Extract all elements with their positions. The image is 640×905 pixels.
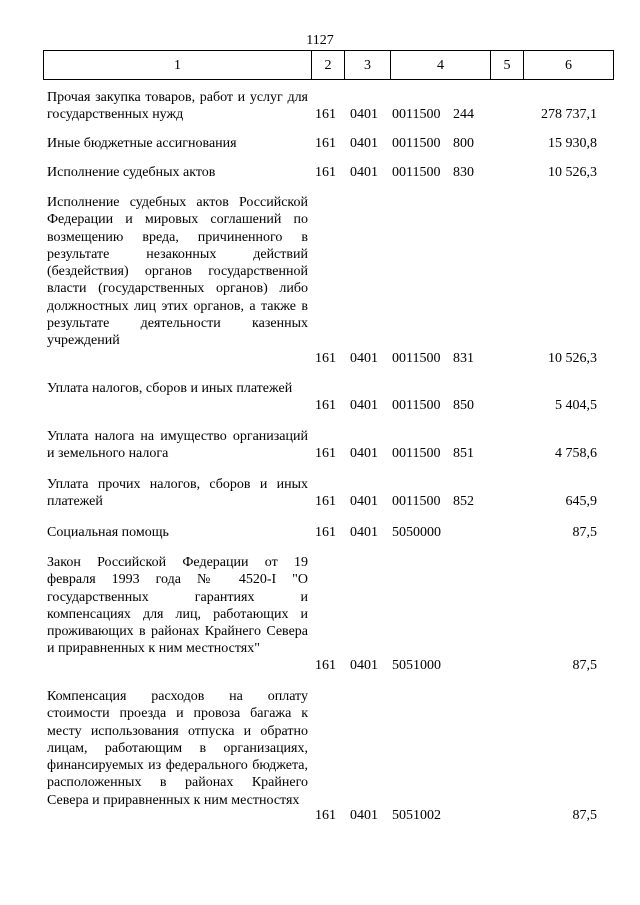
row-description: Уплата прочих налогов, сборов и иных платежей bbox=[47, 477, 308, 510]
row-col-4: 0011500 bbox=[392, 398, 441, 413]
table-row bbox=[47, 164, 614, 181]
row-col-6: 10 526,3 bbox=[548, 165, 597, 180]
row-col-6: 87,5 bbox=[572, 808, 597, 823]
row-description: Иные бюджетные ассигнования bbox=[47, 136, 237, 151]
header-col-4: 4 bbox=[391, 51, 491, 79]
row-col-3: 0401 bbox=[350, 398, 378, 413]
header-col-1: 1 bbox=[44, 51, 312, 79]
row-col-3: 0401 bbox=[350, 658, 378, 673]
row-col-5: 850 bbox=[453, 398, 474, 413]
row-col-6: 4 758,6 bbox=[555, 446, 597, 461]
row-col-6: 15 930,8 bbox=[548, 136, 597, 151]
row-col-2: 161 bbox=[315, 494, 336, 509]
row-col-4: 0011500 bbox=[392, 446, 441, 461]
row-col-4: 0011500 bbox=[392, 136, 441, 151]
row-description: Исполнение судебных актов Российской Федерации и мировых соглашений по возмещению вреда, причиненного в результате незаконных действий (бездействия) органов государственной власти (государственных органов) либо должностных лиц этих органов, а также в результате деятельности казенных учреждений bbox=[47, 195, 308, 349]
row-col-4: 0011500 bbox=[392, 351, 441, 366]
table-row bbox=[47, 554, 614, 674]
row-col-2: 161 bbox=[315, 658, 336, 673]
header-col-6: 6 bbox=[565, 58, 572, 73]
row-col-4: 5051000 bbox=[392, 658, 441, 673]
header-col-5: 5 bbox=[491, 51, 524, 79]
table-row bbox=[47, 194, 614, 367]
row-col-4: 5050000 bbox=[392, 525, 441, 540]
row-col-3: 0401 bbox=[350, 446, 378, 461]
row-col-5: 830 bbox=[453, 165, 474, 180]
table-row bbox=[47, 380, 614, 414]
row-col-3: 0401 bbox=[350, 494, 378, 509]
row-col-6: 278 737,1 bbox=[541, 107, 597, 122]
row-col-5: 800 bbox=[453, 136, 474, 151]
header-col-3: 3 bbox=[345, 51, 391, 79]
row-col-2: 161 bbox=[315, 136, 336, 151]
row-col-2: 161 bbox=[315, 446, 336, 461]
row-col-4: 0011500 bbox=[392, 494, 441, 509]
row-col-2: 161 bbox=[315, 808, 336, 823]
row-col-3: 0401 bbox=[350, 107, 378, 122]
row-col-2: 161 bbox=[315, 351, 336, 366]
row-col-4: 0011500 bbox=[392, 165, 441, 180]
row-col-6: 5 404,5 bbox=[555, 398, 597, 413]
row-col-6: 87,5 bbox=[572, 525, 597, 540]
row-col-5: 244 bbox=[453, 107, 474, 122]
row-description: Социальная помощь bbox=[47, 525, 169, 540]
row-col-3: 0401 bbox=[350, 165, 378, 180]
row-description: Закон Российской Федерации от 19 февраля 1993 года № 4520-I "О государственных гарантиях и компенсациях для лиц, работающих и проживающих в районах Крайнего Севера и приравненных к ним местностях" bbox=[47, 555, 308, 657]
row-col-6: 87,5 bbox=[572, 658, 597, 673]
row-col-3: 0401 bbox=[350, 136, 378, 151]
row-col-3: 0401 bbox=[350, 808, 378, 823]
row-description: Уплата налогов, сборов и иных платежей bbox=[47, 381, 293, 396]
table-row bbox=[47, 89, 614, 123]
header-col-2: 2 bbox=[312, 51, 345, 79]
row-description: Прочая закупка товаров, работ и услуг для государственных нужд bbox=[47, 90, 308, 123]
row-description: Компенсация расходов на оплату стоимости проезда и провоза багажа к месту использования отпуска и обратно лицам, работающим в организациях, финансируемых из федерального бюджета, расположенных в районах Крайнего Севера и приравненных к ним местностях bbox=[47, 689, 308, 808]
row-col-3: 0401 bbox=[350, 351, 378, 366]
table-header bbox=[43, 50, 614, 80]
row-col-2: 161 bbox=[315, 525, 336, 540]
table-row bbox=[47, 135, 614, 152]
row-description: Уплата налога на имущество организаций и земельного налога bbox=[47, 429, 308, 462]
row-col-5: 852 bbox=[453, 494, 474, 509]
row-col-6: 645,9 bbox=[565, 494, 597, 509]
row-col-2: 161 bbox=[315, 165, 336, 180]
table-row bbox=[47, 428, 614, 462]
page-number: 1127 bbox=[306, 33, 334, 48]
row-col-3: 0401 bbox=[350, 525, 378, 540]
row-description: Исполнение судебных актов bbox=[47, 165, 216, 180]
row-col-6: 10 526,3 bbox=[548, 351, 597, 366]
row-col-2: 161 bbox=[315, 398, 336, 413]
table-row bbox=[47, 476, 614, 510]
row-col-2: 161 bbox=[315, 107, 336, 122]
row-col-5: 831 bbox=[453, 351, 474, 366]
row-col-4: 0011500 bbox=[392, 107, 441, 122]
table-row bbox=[47, 688, 614, 824]
row-col-5: 851 bbox=[453, 446, 474, 461]
table-row bbox=[47, 524, 614, 541]
row-col-4: 5051002 bbox=[392, 808, 441, 823]
